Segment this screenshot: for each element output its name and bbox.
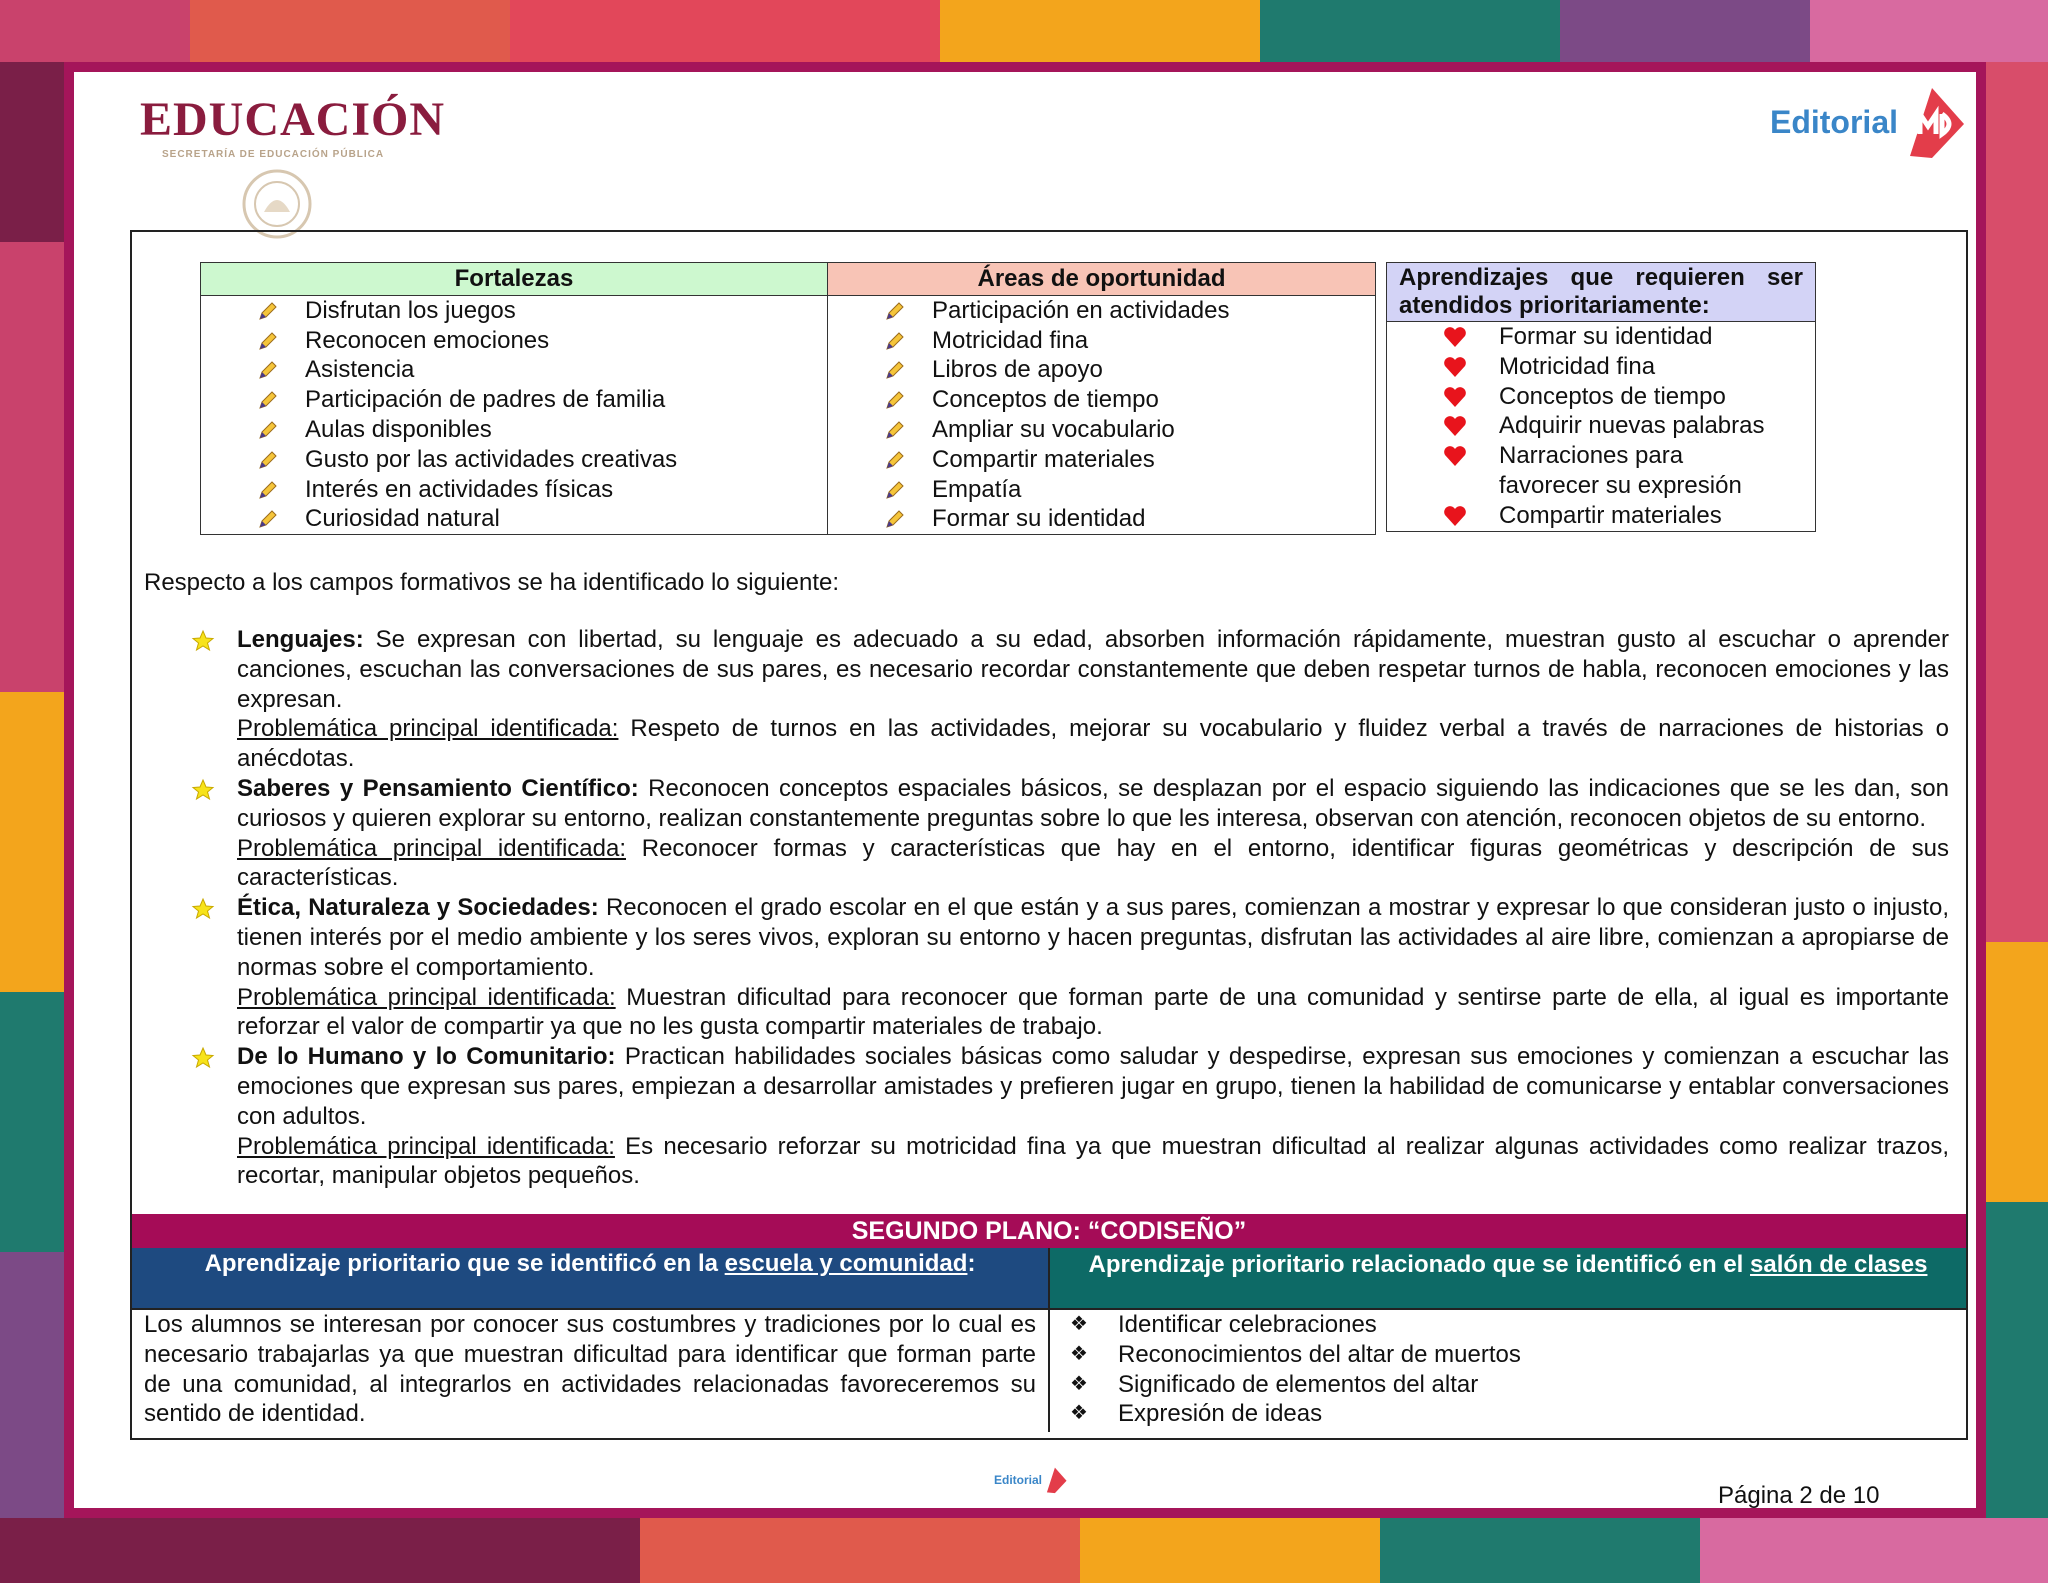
pencil-icon [884, 300, 906, 322]
list-item: ❖ Expresión de ideas [1070, 1400, 1323, 1428]
swot-table [200, 262, 1376, 535]
editorial-md-logo [1770, 84, 1968, 160]
list-item: Compartir materiales [828, 445, 1375, 475]
list-item: Empatía [828, 475, 1375, 505]
pencil-icon [884, 508, 906, 530]
campos-formativos [237, 625, 1949, 1191]
list-item: Conceptos de tiempo [1387, 382, 1815, 412]
list-item: Formar su identidad [1387, 322, 1815, 352]
list-item: Participación en actividades [828, 296, 1375, 326]
salon-list [1050, 1310, 1966, 1432]
pencil-icon [257, 330, 279, 352]
content-frame [130, 230, 1968, 1440]
heart-icon [1443, 445, 1467, 467]
list-item: Narraciones para favorecer su expresión [1387, 441, 1815, 501]
footer-editorial-logo: Editorial [994, 1466, 1068, 1494]
escuela-text: Los alumnos se interesan por conocer sus costumbres y tradiciones por lo cual es necesario trabajarlas ya que muestran dificultad para identificar que forman parte de una comunidad, al integrarlos en actividades relacionadas favoreceremos su sentido de identidad. [132, 1310, 1050, 1432]
list-item: Motricidad fina [1387, 352, 1815, 382]
prioritarios-header: Aprendizajes que requieren ser atendidos prioritariamente: [1387, 263, 1815, 322]
pencil-icon [257, 479, 279, 501]
pencil-icon [884, 419, 906, 441]
pencil-icon [884, 330, 906, 352]
list-item: Compartir materiales [1387, 501, 1815, 531]
star-icon [191, 1046, 215, 1070]
pencil-icon [257, 508, 279, 530]
salon-header: Aprendizaje prioritario relacionado que se identificó en el salón de clases [1050, 1248, 1966, 1310]
star-icon [191, 897, 215, 921]
heart-icon [1443, 386, 1467, 408]
prioritarios-box [1386, 262, 1816, 532]
list-item: ❖ Reconocimientos del altar de muertos [1070, 1340, 1521, 1368]
list-item: Libros de apoyo [828, 356, 1375, 386]
pencil-icon [884, 389, 906, 411]
list-item: Motricidad fina [828, 326, 1375, 356]
diamond-bullet-icon: ❖ [1070, 1402, 1088, 1425]
list-item: Gusto por las actividades creativas [201, 445, 827, 475]
fortalezas-list [201, 296, 828, 535]
list-item: Curiosidad natural [201, 505, 827, 535]
list-item: Reconocen emociones [201, 326, 827, 356]
diamond-bullet-icon: ❖ [1070, 1342, 1088, 1365]
pencil-icon [884, 359, 906, 381]
areas-list [828, 296, 1376, 535]
star-icon [191, 778, 215, 802]
list-item: ❖ Significado de elementos del altar [1070, 1370, 1479, 1398]
codiseno-table [132, 1248, 1966, 1432]
list-item: ❖ Identificar celebraciones [1070, 1311, 1377, 1338]
areas-header: Áreas de oportunidad [828, 263, 1376, 296]
pencil-icon [257, 449, 279, 471]
list-item: Formar su identidad [828, 505, 1375, 535]
list-item: Interés en actividades físicas [201, 475, 827, 505]
campos-intro: Respecto a los campos formativos se ha identificado lo siguiente: [144, 569, 840, 596]
logo-subtitle: SECRETARÍA DE EDUCACIÓN PÚBLICA [162, 149, 385, 160]
campo-saberes: Saberes y Pensamiento Científico: Reconocen conceptos espaciales básicos, se desplazan por el espacio siguiendo las indicaciones que se les dan, son curiosos y quieren explorar su entorno, realizan constantemente preguntas sobre lo que les interesa, observan con atención, reconocen objetos de su entorno. Problemática principal identificada: Reconocer formas y características que hay en el entorno, identificar figuras geométricas y descripción de sus características. [237, 774, 1949, 893]
list-item: Adquirir nuevas palabras [1387, 411, 1815, 441]
escuela-header: Aprendizaje prioritario que se identificó en la escuela y comunidad: [132, 1248, 1050, 1310]
heart-icon [1443, 415, 1467, 437]
campo-etica: Ética, Naturaleza y Sociedades: Reconocen el grado escolar en el que están y a sus pares, comienzan a mostrar y expresar lo que consideran justo o injusto, tienen interés por el medio ambiente y los seres vivos, exploran su entorno y hacen preguntas, disfrutan las actividades al aire libre, comienzan a apropiarse de normas sobre el comportamiento. Problemática principal identificada: Muestran dificultad para reconocer que forman parte de una comunidad y sentirse parte de ella, al igual es importante reforzar el valor de compartir ya que no les gusta compartir materiales de trabajo. [237, 893, 1949, 1042]
list-item: Disfrutan los juegos [201, 296, 827, 326]
page-number: Página 2 de 10 [1718, 1482, 1880, 1509]
heart-icon [1443, 326, 1467, 348]
diamond-bullet-icon: ❖ [1070, 1372, 1088, 1395]
pencil-icon [257, 300, 279, 322]
pencil-icon [257, 389, 279, 411]
list-item: Ampliar su vocabulario [828, 415, 1375, 445]
diamond-bullet-icon: ❖ [1070, 1313, 1088, 1335]
pencil-icon [884, 449, 906, 471]
md-logo-icon [1902, 84, 1968, 160]
segundo-plano-title: SEGUNDO PLANO: “CODISEÑO” [132, 1214, 1966, 1248]
star-icon [191, 629, 215, 653]
pencil-icon [257, 359, 279, 381]
list-item: Conceptos de tiempo [828, 385, 1375, 415]
pencil-icon [257, 419, 279, 441]
heart-icon [1443, 505, 1467, 527]
list-item: Participación de padres de familia [201, 385, 827, 415]
logo-title: EDUCACIÓN [140, 93, 446, 146]
campo-lenguajes: Lenguajes: Se expresan con libertad, su lenguaje es adecuado a su edad, absorben información rápidamente, muestran gusto al escuchar o aprender canciones, escuchan las conversaciones de sus pares, es necesario recordar constantemente que deben respetar turnos de habla, reconocen emociones y las expresan. Problemática principal identificada: Respeto de turnos en las actividades, mejorar su vocabulario y fluidez verbal a través de narraciones de historias o anécdotas. [237, 625, 1949, 774]
pencil-icon [884, 479, 906, 501]
list-item: Asistencia [201, 356, 827, 386]
heart-icon [1443, 356, 1467, 378]
md-logo-icon [1044, 1466, 1068, 1494]
fortalezas-header: Fortalezas [201, 263, 828, 296]
document-page [64, 62, 1986, 1518]
educacion-logo [140, 92, 445, 160]
list-item: Aulas disponibles [201, 415, 827, 445]
editorial-label: Editorial [1769, 103, 1898, 140]
campo-humano: De lo Humano y lo Comunitario: Practican habilidades sociales básicas como saludar y despedirse, expresan sus emociones y comienzan a escuchar las emociones que expresan sus pares, empiezan a desarrollar amistades y prefieren jugar en grupo, tienen la habilidad de comunicarse y entablar conversaciones con adultos. Problemática principal identificada: Es necesario reforzar su motricidad fina ya que muestran dificultad al realizar algunas actividades como realizar trazos, recortar, manipular objetos pequeños. [237, 1042, 1949, 1191]
